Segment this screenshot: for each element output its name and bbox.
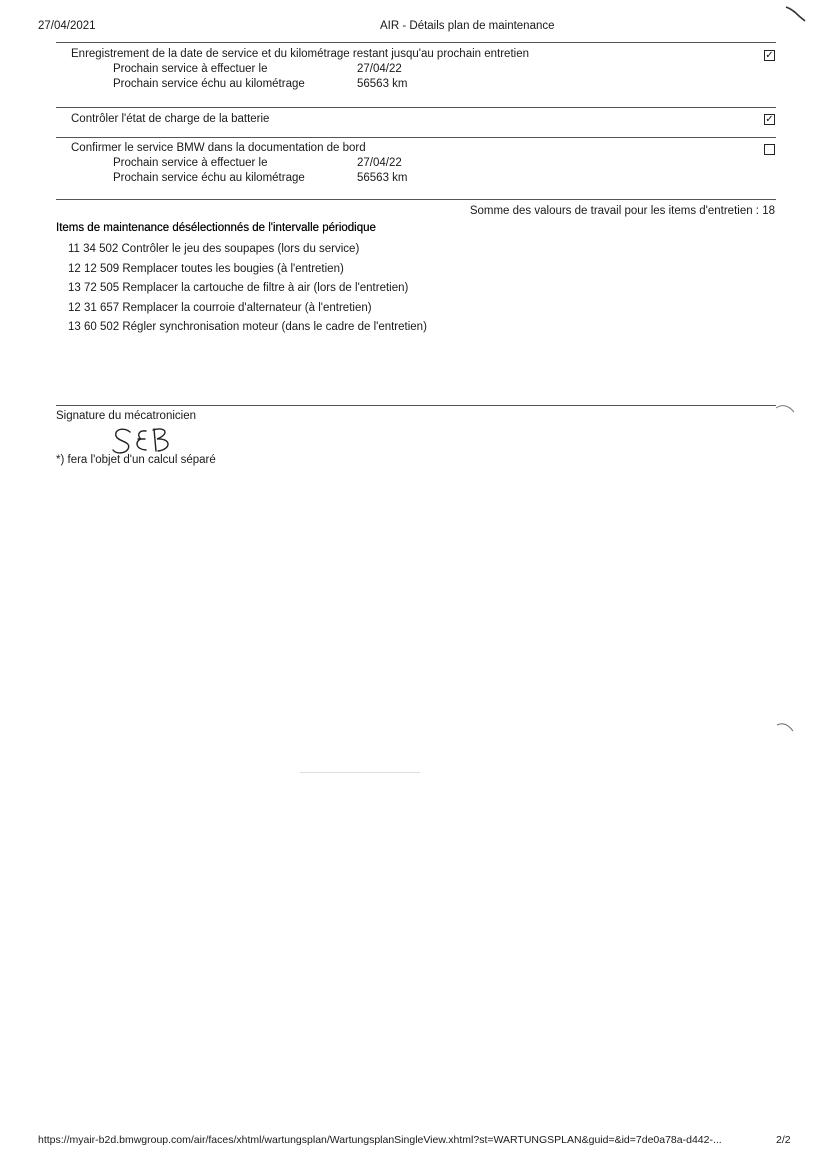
item-1-detail-2-label: Prochain service échu au kilométrage: [113, 78, 305, 90]
item-1-checkbox[interactable]: ✓: [765, 50, 774, 61]
section-divider: [56, 199, 776, 200]
item-3-detail-2-label: Prochain service échu au kilométrage: [113, 172, 305, 184]
scan-mark: [300, 772, 420, 773]
item-divider: [56, 42, 776, 43]
item-1-detail-2-value: 56563 km: [357, 78, 408, 90]
deselected-title: Items de maintenance désélectionnés de l'intervalle périodique: [56, 222, 376, 234]
item-2-label: Contrôler l'état de charge de la batterie: [71, 113, 270, 125]
item-3-label: Confirmer le service BMW dans la documentation de bord: [71, 142, 366, 154]
item-3-checkbox[interactable]: [764, 144, 775, 155]
deselected-item: 11 34 502 Contrôler le jeu des soupapes (lors du service): [68, 243, 360, 255]
footer-page: 2/2: [776, 1134, 791, 1146]
sum-text: Somme des valours de travail pour les items d'entretien : 18: [469, 205, 775, 217]
signature-label: Signature du mécatronicien: [56, 410, 196, 422]
scan-mark: [775, 720, 795, 734]
signature-line: [56, 405, 776, 406]
item-3-detail-2-value: 56563 km: [357, 172, 408, 184]
deselected-item: 13 72 505 Remplacer la cartouche de filtre à air (lors de l'entretien): [68, 282, 409, 294]
scan-mark: [774, 402, 796, 416]
scan-mark: [784, 4, 808, 24]
header-title: AIR - Détails plan de maintenance: [380, 20, 555, 32]
deselected-item: 13 60 502 Régler synchronisation moteur (dans le cadre de l'entretien): [68, 321, 427, 333]
header-date: 27/04/2021: [38, 20, 96, 32]
handwritten-signature: [108, 424, 188, 458]
item-3-detail-1-value: 27/04/22: [357, 157, 402, 169]
item-divider: [56, 107, 776, 108]
item-1-detail-1-value: 27/04/22: [357, 63, 402, 75]
footnote: *) fera l'objet d'un calcul séparé: [56, 454, 216, 466]
item-1-label: Enregistrement de la date de service et du kilométrage restant jusqu'au prochain entretien: [71, 48, 529, 60]
deselected-item: 12 31 657 Remplacer la courroie d'alternateur (à l'entretien): [68, 302, 372, 314]
item-divider: [56, 137, 776, 138]
deselected-item: 12 12 509 Remplacer toutes les bougies (à l'entretien): [68, 263, 344, 275]
item-2-checkbox[interactable]: ✓: [765, 114, 774, 125]
item-1-detail-1-label: Prochain service à effectuer le: [113, 63, 268, 75]
item-3-detail-1-label: Prochain service à effectuer le: [113, 157, 268, 169]
footer-url: https://myair-b2d.bmwgroup.com/air/faces/xhtml/wartungsplan/WartungsplanSingleView.xhtml?st=WARTUNGSPLAN&guid=&id=7de0a78a-d442-...: [38, 1134, 722, 1146]
